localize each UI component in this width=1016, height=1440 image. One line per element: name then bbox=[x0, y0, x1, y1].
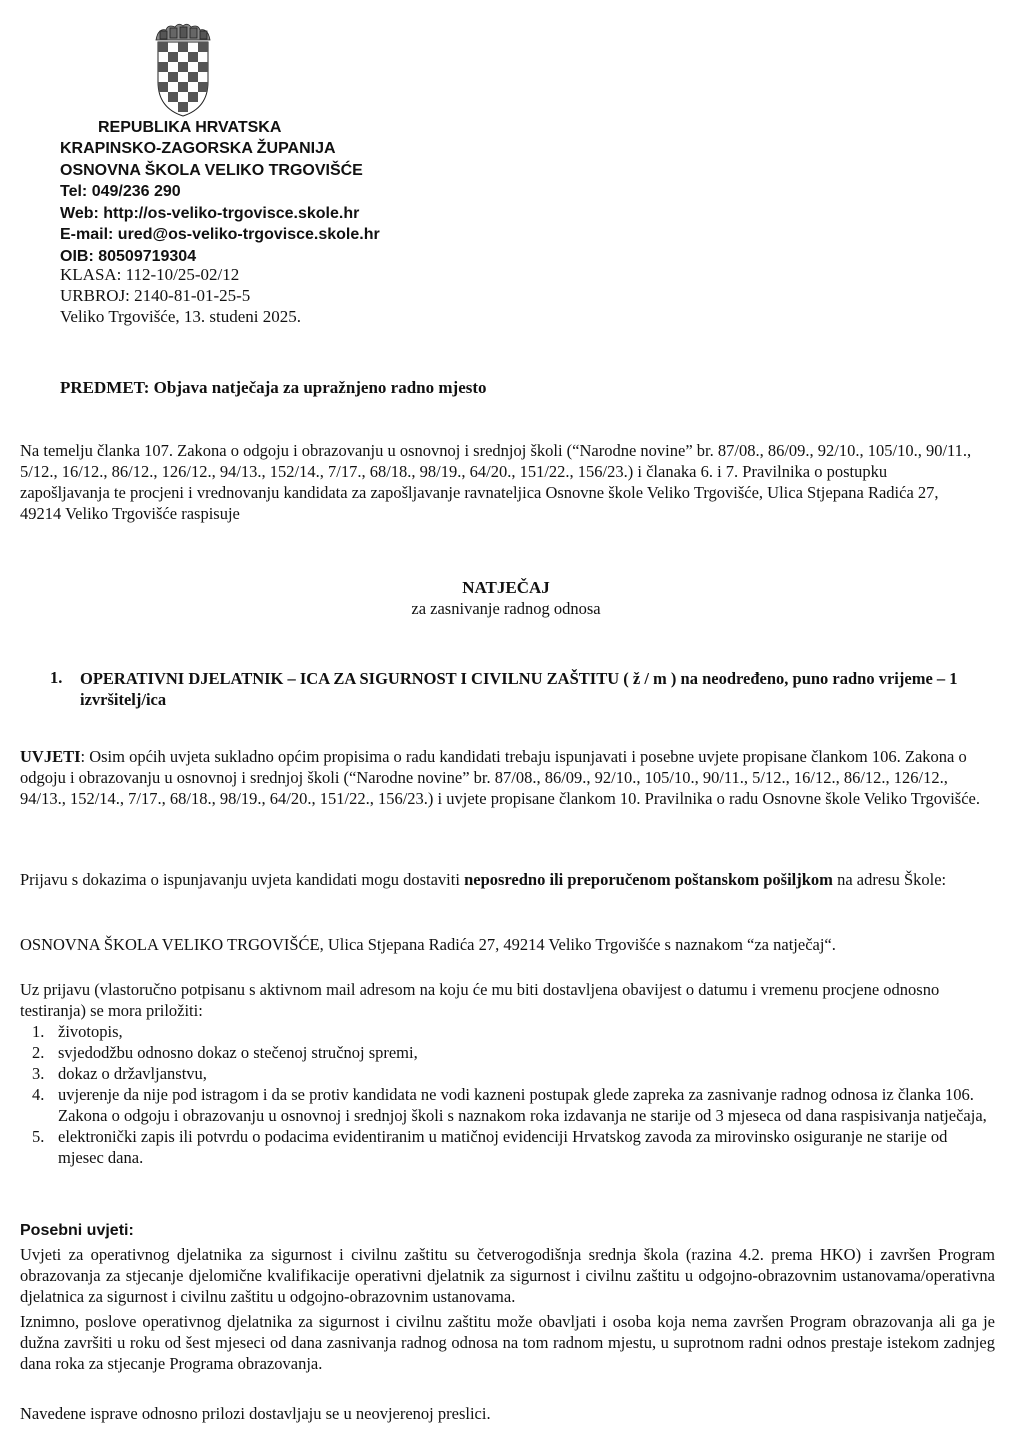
attachments-intro: Uz prijavu (vlastoručno potpisanu s aktivnom mail adresom na koju će mu biti dostavljena obavijest o datumu i vremenu procjene odnosno testiranja) se mora priložiti: bbox=[20, 980, 940, 1020]
list-item-number: 4. bbox=[32, 1085, 45, 1104]
conditions-text: : Osim općih uvjeta sukladno općim propisima o radu kandidati trebaju ispunjavati i posebne uvjete propisane člankom 106. Zakona o odgoju i obrazovanju u osnovnoj i srednjoj školi (“Narodne novine” br. 87/08., 86/09., 92/10., 105/10., 90/11., 5/12., 16/12., 86/12., 126/12., 94/13., 152/14., 7/17., 68/18., 98/19., 64/20., 151/22., 156/23.) i uvjete propisane člankom 10. Pravilnika o radu Osnovne škole Veliko Trgovišće. bbox=[20, 747, 980, 808]
klasa: KLASA: 112-10/25-02/12 bbox=[60, 265, 240, 284]
list-item-text: životopis, bbox=[58, 1022, 123, 1041]
school-address: OSNOVNA ŠKOLA VELIKO TRGOVIŠĆE, Ulica Stjepana Radića 27, 49214 Veliko Trgovišće s naznakom “za natječaj“. bbox=[20, 935, 836, 954]
closing-line: Navedene isprave odnosno prilozi dostavljaju se u neovjerenoj preslici. bbox=[20, 1404, 491, 1423]
conditions-label: UVJETI bbox=[20, 747, 81, 766]
list-item-number: 1. bbox=[32, 1022, 45, 1041]
conditions-paragraph bbox=[20, 746, 995, 809]
application-paragraph bbox=[20, 869, 985, 890]
position-number: 1. bbox=[50, 668, 63, 687]
special-paragraph-2: Iznimno, poslove operativnog djelatnika za sigurnost i civilnu zaštitu može obavljati i osoba koja nema završen Program obrazovanja ali ga je dužna završiti u roku od šest mjeseci od dana zasnivanja radnog odnosa na tom radnom mjestu, u suprotnom radni odnos prestaje istekom zadnjeg dana roka za stjecanje Programa obrazovanja. bbox=[20, 1312, 995, 1373]
list-item-number: 2. bbox=[32, 1043, 45, 1062]
title-sub: za zasnivanje radnog odnosa bbox=[411, 599, 601, 618]
header-web: Web: http://os-veliko-trgovisce.skole.hr bbox=[60, 204, 360, 222]
header-tel: Tel: 049/236 290 bbox=[60, 183, 181, 200]
application-before: Prijavu s dokazima o ispunjavanju uvjeta kandidati mogu dostaviti bbox=[20, 870, 465, 889]
list-item bbox=[20, 1021, 995, 1042]
header-county: KRAPINSKO-ZAGORSKA ŽUPANIJA bbox=[60, 140, 336, 157]
list-item bbox=[20, 1063, 995, 1084]
list-item-text: elektronički zapis ili potvrdu o podacima evidentiranim u matičnoj evidenciji Hrvatskog zavoda za mirovinsko osiguranje ne starije od mjesec dana. bbox=[58, 1127, 948, 1167]
special-heading: Posebni uvjeti: bbox=[20, 1222, 134, 1239]
application-bold: neposredno ili preporučenom poštanskom pošiljkom bbox=[464, 870, 833, 889]
list-item-number: 5. bbox=[32, 1127, 45, 1146]
application-after: na adresu Škole: bbox=[832, 870, 947, 889]
croatian-coat-of-arms-icon bbox=[148, 20, 218, 120]
meta-block bbox=[60, 264, 301, 327]
list-item bbox=[20, 1084, 995, 1126]
urbroj: URBROJ: 2140-81-01-25-5 bbox=[60, 286, 251, 305]
header-school: OSNOVNA ŠKOLA VELIKO TRGOVIŠĆE bbox=[60, 161, 363, 179]
header-oib: OIB: 80509719304 bbox=[60, 247, 197, 265]
subject-text: Objava natječaja za upražnjeno radno mjesto bbox=[153, 378, 487, 397]
attachments-list bbox=[20, 1021, 995, 1168]
title-block bbox=[300, 577, 712, 620]
list-item bbox=[20, 1126, 995, 1168]
header-block bbox=[60, 138, 380, 267]
place-date: Veliko Trgovišće, 13. studeni 2025. bbox=[60, 307, 302, 326]
list-item-number: 3. bbox=[32, 1064, 45, 1083]
header-email: E-mail: ured@os-veliko-trgovisce.skole.hr bbox=[60, 226, 380, 243]
title-main: NATJEČAJ bbox=[462, 578, 550, 597]
intro-paragraph: Na temelju članka 107. Zakona o odgoju i obrazovanju u osnovnoj i srednjoj školi (“Narodne novine” br. 87/08., 86/09., 92/10., 105/10., 90/11., 5/12., 16/12., 86/12., 126/12., 94/13., 152/14., 7/17., 68/18., 98/19., 64/20., 151/22., 156/23.) i članaka 6. i 7. Pravilnika o postupku zapošljavanja te procjeni i vrednovanju kandidata za zapošljavanje ravnateljica Osnovne škole Veliko Trgovišće, Ulica Stjepana Radića 27, 49214 Veliko Trgovišće raspisuje bbox=[20, 441, 972, 523]
subject-label: PREDMET: bbox=[60, 378, 150, 397]
list-item-text: uvjerenje da nije pod istragom i da se protiv kandidata ne vodi kazneni postupak glede zapreka za zasnivanje radnog odnosa iz članka 106. Zakona o odgoju i obrazovanju u osnovnoj i srednjoj školi s naznakom roka izdavanja ne starije od 3 mjeseca od dana raspisivanja natječaja, bbox=[58, 1085, 987, 1125]
header-country: REPUBLIKA HRVATSKA bbox=[98, 119, 282, 136]
list-item-text: dokaz o državljanstvu, bbox=[58, 1064, 207, 1083]
special-paragraph-1: Uvjeti za operativnog djelatnika za sigurnost i civilnu zaštitu su četverogodišnja srednja škola (razina 4.2. prema HKO) i završen Program obrazovanja za stjecanje djelomične kvalifikacije operativni djelatnik za sigurnost i civilnu zaštitu u odgojno-obrazovnim ustanovama/operativna djelatnica za sigurnost i civilnu zaštitu u odgojno-obrazovnim ustanovama. bbox=[20, 1245, 995, 1306]
list-item-text: svjedodžbu odnosno dokaz o stečenoj stručnoj spremi, bbox=[58, 1043, 418, 1062]
list-item bbox=[20, 1042, 995, 1063]
subject-line bbox=[60, 378, 487, 398]
position-text: OPERATIVNI DJELATNIK – ICA ZA SIGURNOST I CIVILNU ZAŠTITU ( ž / m ) na neodređeno, puno radno vrijeme – 1 izvršitelj/ica bbox=[80, 669, 958, 709]
